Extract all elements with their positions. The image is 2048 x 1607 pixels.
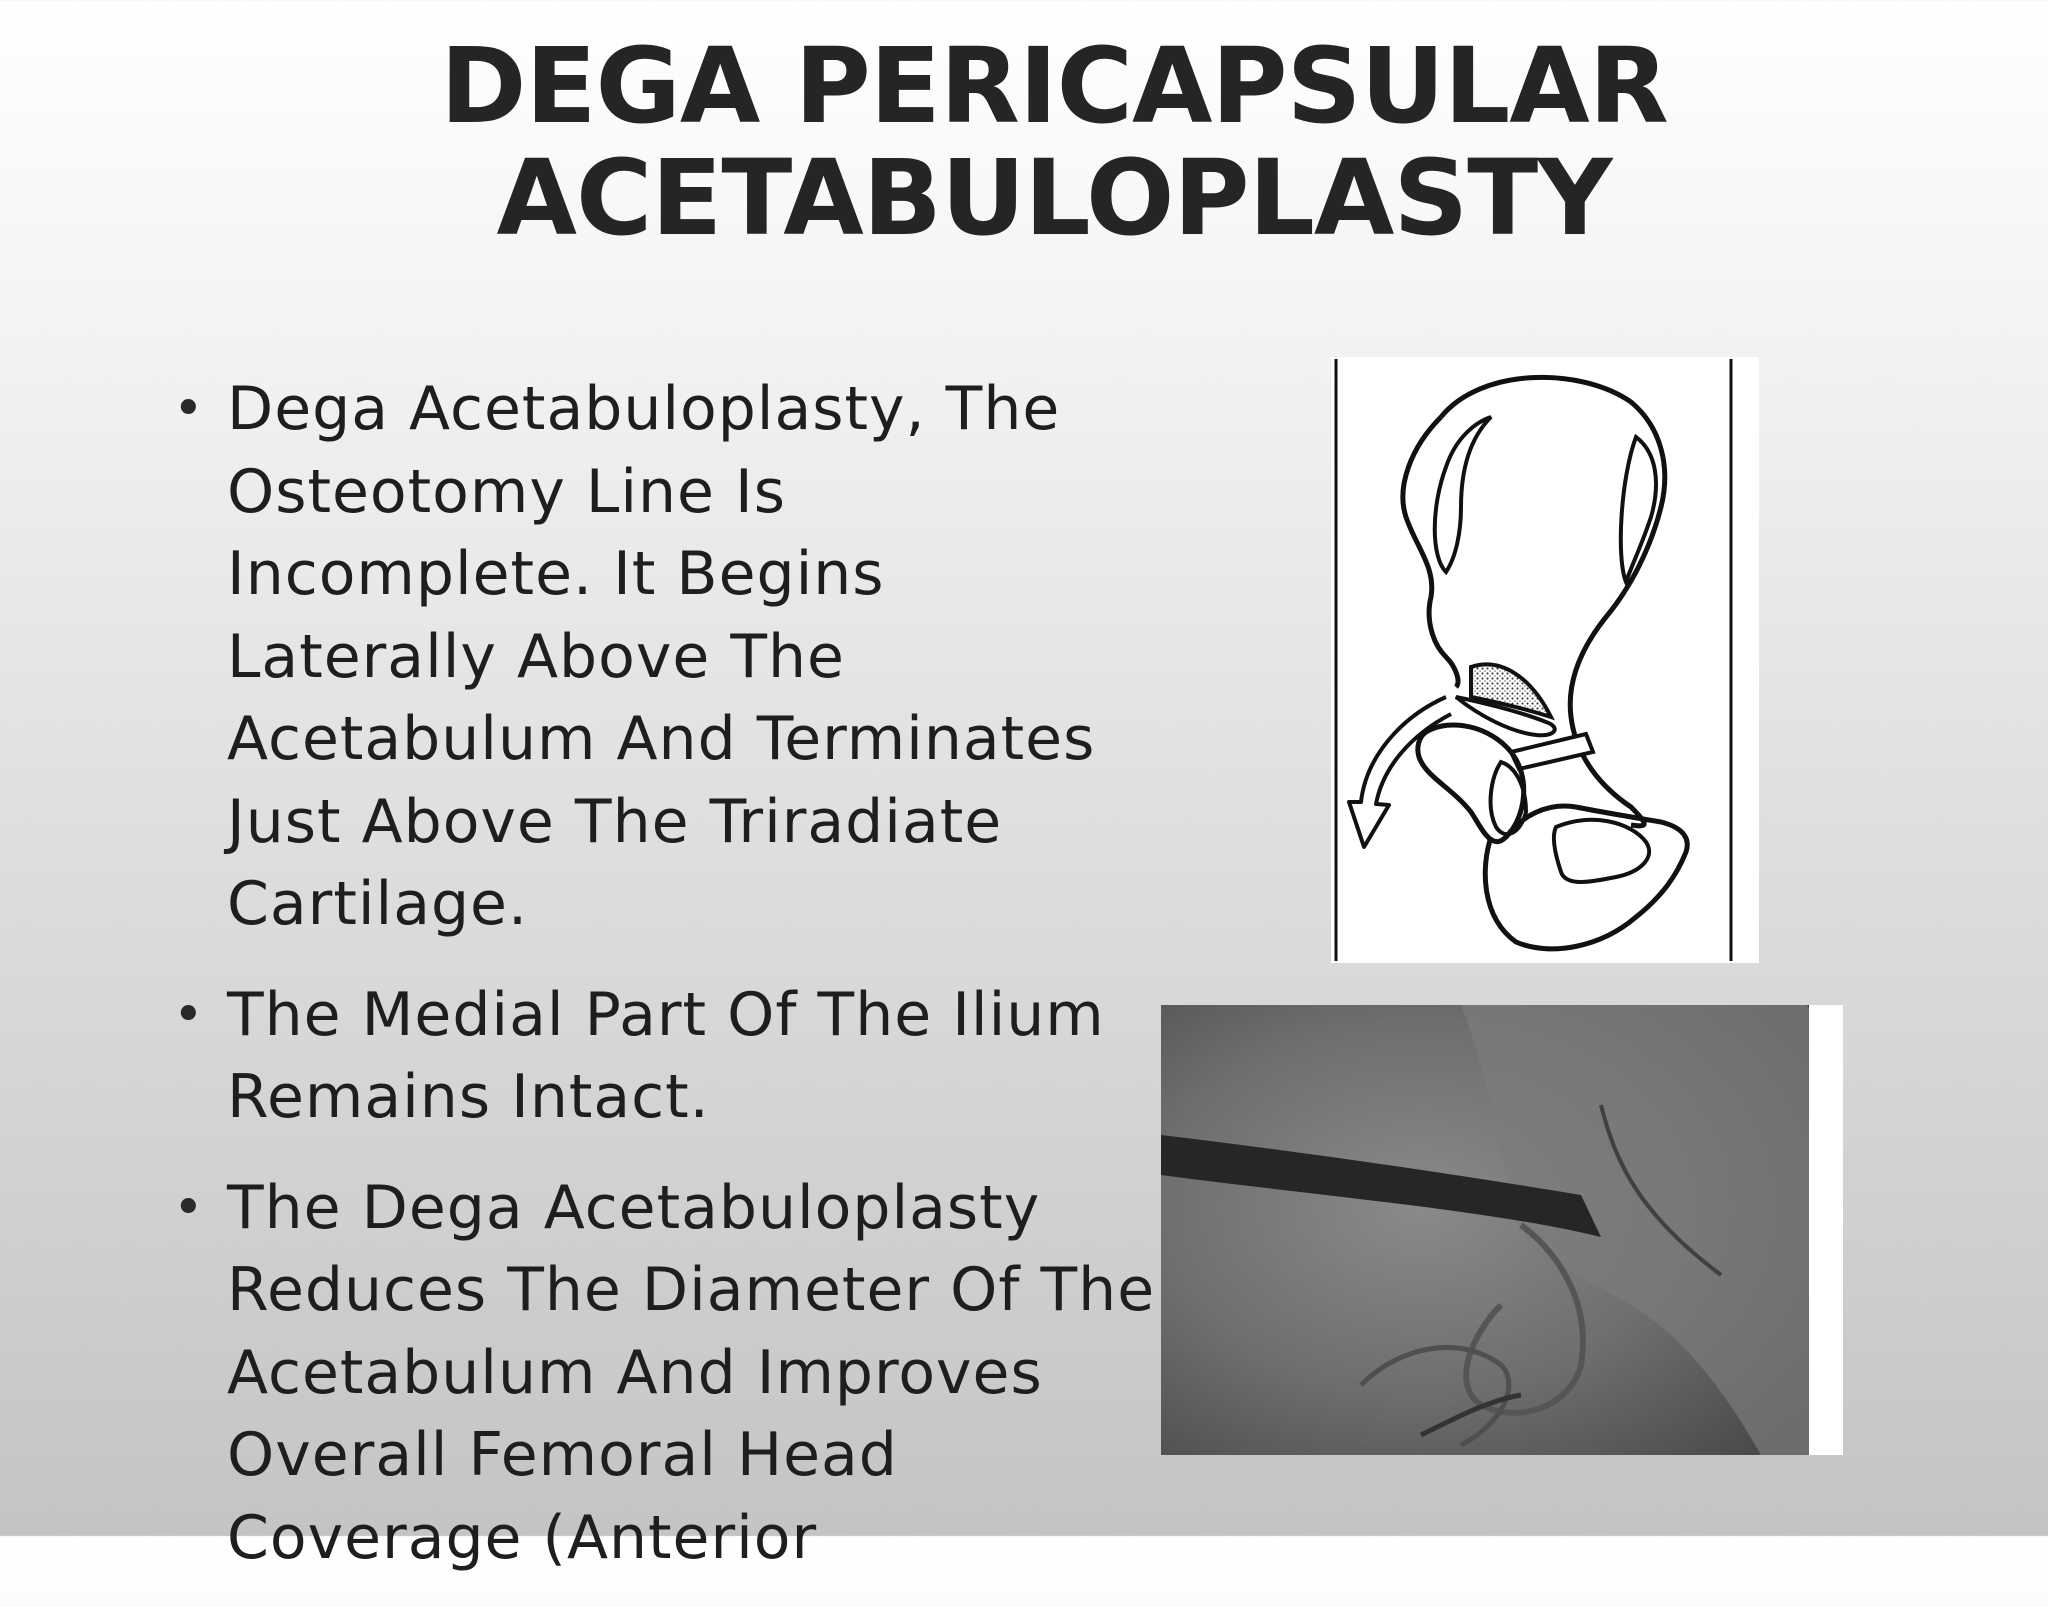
fluoroscopy-xray-icon — [1161, 1005, 1843, 1455]
bullet-item: • The Dega Acetabuloplasty Reduces The Diameter Of The Acetabulum And Improves Overall Femoral Head Coverage (Anterior — [170, 1167, 1170, 1580]
slide-title-line-1: DEGA PERICAPSULAR — [440, 25, 1668, 147]
iliac-crest-right — [1621, 437, 1656, 582]
pubis-outline — [1418, 725, 1524, 842]
slide-title — [0, 25, 2048, 259]
xray-drawing — [1161, 1005, 1843, 1455]
rotation-arrow-icon — [1349, 697, 1451, 847]
bullet-item: • Dega Acetabuloplasty, The Osteotomy Line Is Incomplete. It Begins Laterally Above The Acetabulum And Terminates Just Above The Triradiate Cartilage. — [170, 368, 1170, 946]
iliac-crest-inner — [1435, 417, 1491, 572]
bullet-item: • The Medial Part Of The Ilium Remains Intact. — [170, 974, 1170, 1139]
obturator-foramen — [1554, 820, 1649, 882]
ischium-outline — [1485, 806, 1687, 949]
pelvis-osteotomy-diagram-icon — [1331, 357, 1759, 963]
triradiate-bar — [1511, 734, 1593, 769]
diagram-drawing — [1331, 357, 1759, 963]
bullet-list — [170, 368, 1170, 1607]
slide-title-line-2: ACETABULOPLASTY — [496, 137, 1612, 259]
